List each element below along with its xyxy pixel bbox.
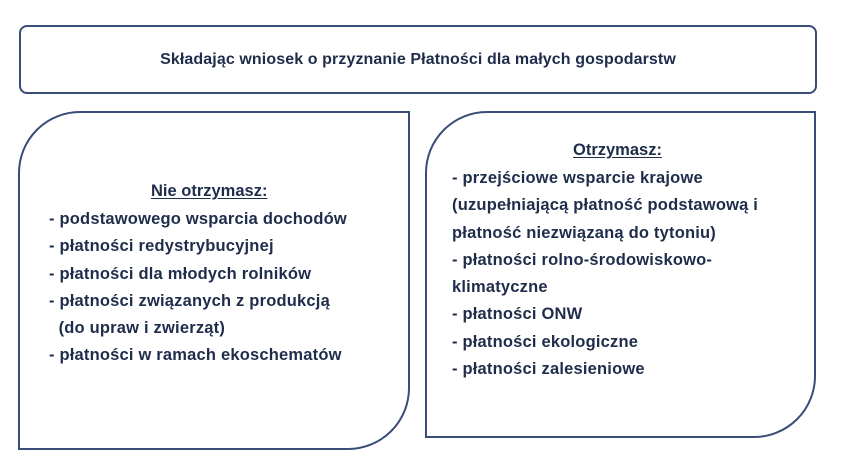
received-panel (425, 111, 816, 438)
list-item: - płatności ONW (452, 305, 583, 324)
not-received-heading: Nie otrzymasz: (151, 182, 268, 200)
list-item: - przejściowe wsparcie krajowe (452, 169, 703, 187)
not-received-panel (18, 111, 410, 450)
list-item: - płatności w ramach ekoschematów (49, 346, 342, 365)
header-box (19, 25, 817, 94)
list-item: - płatności ekologiczne (452, 332, 639, 351)
list-item: (do upraw i zwierząt) (49, 319, 226, 338)
not-received-list (49, 206, 347, 370)
list-item: klimatyczne (452, 278, 548, 297)
list-item: - płatności związanych z produkcją (49, 291, 330, 310)
received-heading: Otrzymasz: (573, 141, 662, 159)
list-item: - płatności rolno-środowiskowo- (452, 250, 713, 269)
list-item: (uzupełniającą płatność podstawową i (452, 196, 759, 215)
list-item: - płatności zalesieniowe (452, 360, 645, 379)
received-list (452, 165, 758, 383)
header-title: Składając wniosek o przyznanie Płatności dla małych gospodarstw (160, 50, 676, 68)
list-item: - płatności dla młodych rolników (49, 264, 312, 283)
list-item: - podstawowego wsparcia dochodów (49, 210, 347, 228)
list-item: płatność niezwiązaną do tytoniu) (452, 223, 717, 242)
list-item: - płatności redystrybucyjnej (49, 237, 274, 256)
